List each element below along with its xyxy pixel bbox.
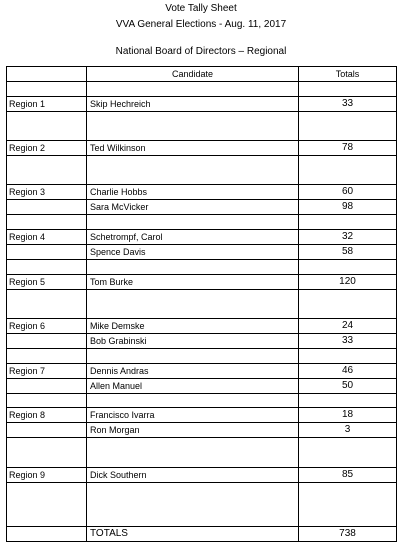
candidate-cell: Tom Burke [87, 274, 299, 289]
candidate-cell: Spence Davis [87, 244, 299, 259]
region-cell [7, 423, 87, 438]
total-cell: 32 [299, 229, 397, 244]
table-row [7, 467, 397, 482]
total-cell: 58 [299, 244, 397, 259]
region-cell: Region 8 [7, 408, 87, 423]
region-cell: Region 5 [7, 274, 87, 289]
region-cell: Region 7 [7, 363, 87, 378]
region-cell [7, 244, 87, 259]
total-cell [299, 126, 397, 141]
table-row [7, 111, 397, 126]
region-cell: Region 9 [7, 467, 87, 482]
table-row [7, 482, 397, 497]
table-row [7, 155, 397, 170]
region-cell [7, 215, 87, 230]
candidate-cell [87, 304, 299, 319]
region-cell [7, 438, 87, 453]
total-cell: 46 [299, 363, 397, 378]
region-cell: Region 6 [7, 318, 87, 333]
candidate-cell [87, 215, 299, 230]
region-cell [7, 259, 87, 274]
total-cell [299, 511, 397, 526]
table-row [7, 452, 397, 467]
region-cell [7, 126, 87, 141]
table-row [7, 215, 397, 230]
candidate-cell [87, 155, 299, 170]
candidate-cell [87, 111, 299, 126]
total-cell [299, 452, 397, 467]
total-cell: 60 [299, 185, 397, 200]
region-cell [7, 452, 87, 467]
region-cell: Region 1 [7, 96, 87, 111]
candidate-cell [87, 259, 299, 274]
region-cell: Region 3 [7, 185, 87, 200]
table-row [7, 438, 397, 453]
candidate-cell: Schetrompf, Carol [87, 229, 299, 244]
sheet-title: Vote Tally Sheet [165, 3, 237, 14]
table-row [7, 333, 397, 348]
table-header-row [7, 67, 397, 82]
candidate-cell: Ted Wilkinson [87, 140, 299, 155]
total-cell: 33 [299, 333, 397, 348]
candidate-cell [87, 393, 299, 408]
totals-label: TOTALS [87, 526, 299, 541]
candidate-cell: Dick Southern [87, 467, 299, 482]
table-row [7, 126, 397, 141]
total-cell: 120 [299, 274, 397, 289]
region-cell [7, 482, 87, 497]
vote-tally-table [6, 66, 397, 542]
candidate-cell [87, 438, 299, 453]
candidate-cell [87, 82, 299, 97]
candidate-cell [87, 348, 299, 363]
candidate-cell: Sara McVicker [87, 200, 299, 215]
table-row [7, 289, 397, 304]
candidate-column-header: Candidate [87, 67, 299, 82]
sheet-subtitle: VVA General Elections - Aug. 11, 2017 [115, 19, 287, 30]
total-cell [299, 304, 397, 319]
candidate-cell: Francisco Ivarra [87, 408, 299, 423]
candidate-cell [87, 452, 299, 467]
total-cell: 98 [299, 200, 397, 215]
section-title: National Board of Directors – Regional [115, 46, 287, 57]
table-row [7, 82, 397, 97]
region-cell [7, 511, 87, 526]
region-cell [7, 111, 87, 126]
region-cell [7, 200, 87, 215]
total-cell [299, 170, 397, 185]
region-cell [7, 304, 87, 319]
table-row [7, 140, 397, 155]
table-row [7, 511, 397, 526]
region-cell [7, 289, 87, 304]
candidate-cell: Bob Grabinski [87, 333, 299, 348]
total-cell [299, 259, 397, 274]
table-row [7, 229, 397, 244]
candidate-cell: Mike Demske [87, 318, 299, 333]
region-column-header [7, 67, 87, 82]
candidate-cell: Charlie Hobbs [87, 185, 299, 200]
total-cell [299, 348, 397, 363]
total-cell [299, 482, 397, 497]
total-cell: 50 [299, 378, 397, 393]
table-row [7, 200, 397, 215]
table-row [7, 393, 397, 408]
total-cell: 78 [299, 140, 397, 155]
total-cell [299, 289, 397, 304]
total-cell [299, 393, 397, 408]
table-row [7, 304, 397, 319]
candidate-cell: Ron Morgan [87, 423, 299, 438]
total-cell: 33 [299, 96, 397, 111]
total-cell: 3 [299, 423, 397, 438]
table-row [7, 185, 397, 200]
total-cell [299, 155, 397, 170]
region-cell [7, 155, 87, 170]
candidate-cell: Dennis Andras [87, 363, 299, 378]
totals-column-header: Totals [299, 67, 397, 82]
region-cell [7, 497, 87, 512]
table-row [7, 363, 397, 378]
table-row [7, 423, 397, 438]
table-row [7, 96, 397, 111]
candidate-cell [87, 289, 299, 304]
candidate-cell [87, 126, 299, 141]
total-cell: 24 [299, 318, 397, 333]
total-cell [299, 111, 397, 126]
totals-value: 738 [299, 526, 397, 541]
total-cell [299, 438, 397, 453]
candidate-cell [87, 511, 299, 526]
table-body [7, 82, 397, 527]
region-cell [7, 170, 87, 185]
total-cell [299, 82, 397, 97]
table-row [7, 259, 397, 274]
total-cell: 18 [299, 408, 397, 423]
candidate-cell [87, 497, 299, 512]
region-cell [7, 378, 87, 393]
candidate-cell: Skip Hechreich [87, 96, 299, 111]
total-cell: 85 [299, 467, 397, 482]
table-row [7, 274, 397, 289]
region-cell [7, 82, 87, 97]
region-cell [7, 393, 87, 408]
candidate-cell: Allen Manuel [87, 378, 299, 393]
table-row [7, 318, 397, 333]
region-cell [7, 348, 87, 363]
table-row [7, 497, 397, 512]
candidate-cell [87, 170, 299, 185]
table-row [7, 244, 397, 259]
region-cell: Region 2 [7, 140, 87, 155]
region-cell [7, 333, 87, 348]
candidate-cell [87, 482, 299, 497]
region-cell: Region 4 [7, 229, 87, 244]
table-row [7, 348, 397, 363]
total-cell [299, 215, 397, 230]
table-row [7, 170, 397, 185]
table-row [7, 408, 397, 423]
total-cell [299, 497, 397, 512]
table-row [7, 378, 397, 393]
